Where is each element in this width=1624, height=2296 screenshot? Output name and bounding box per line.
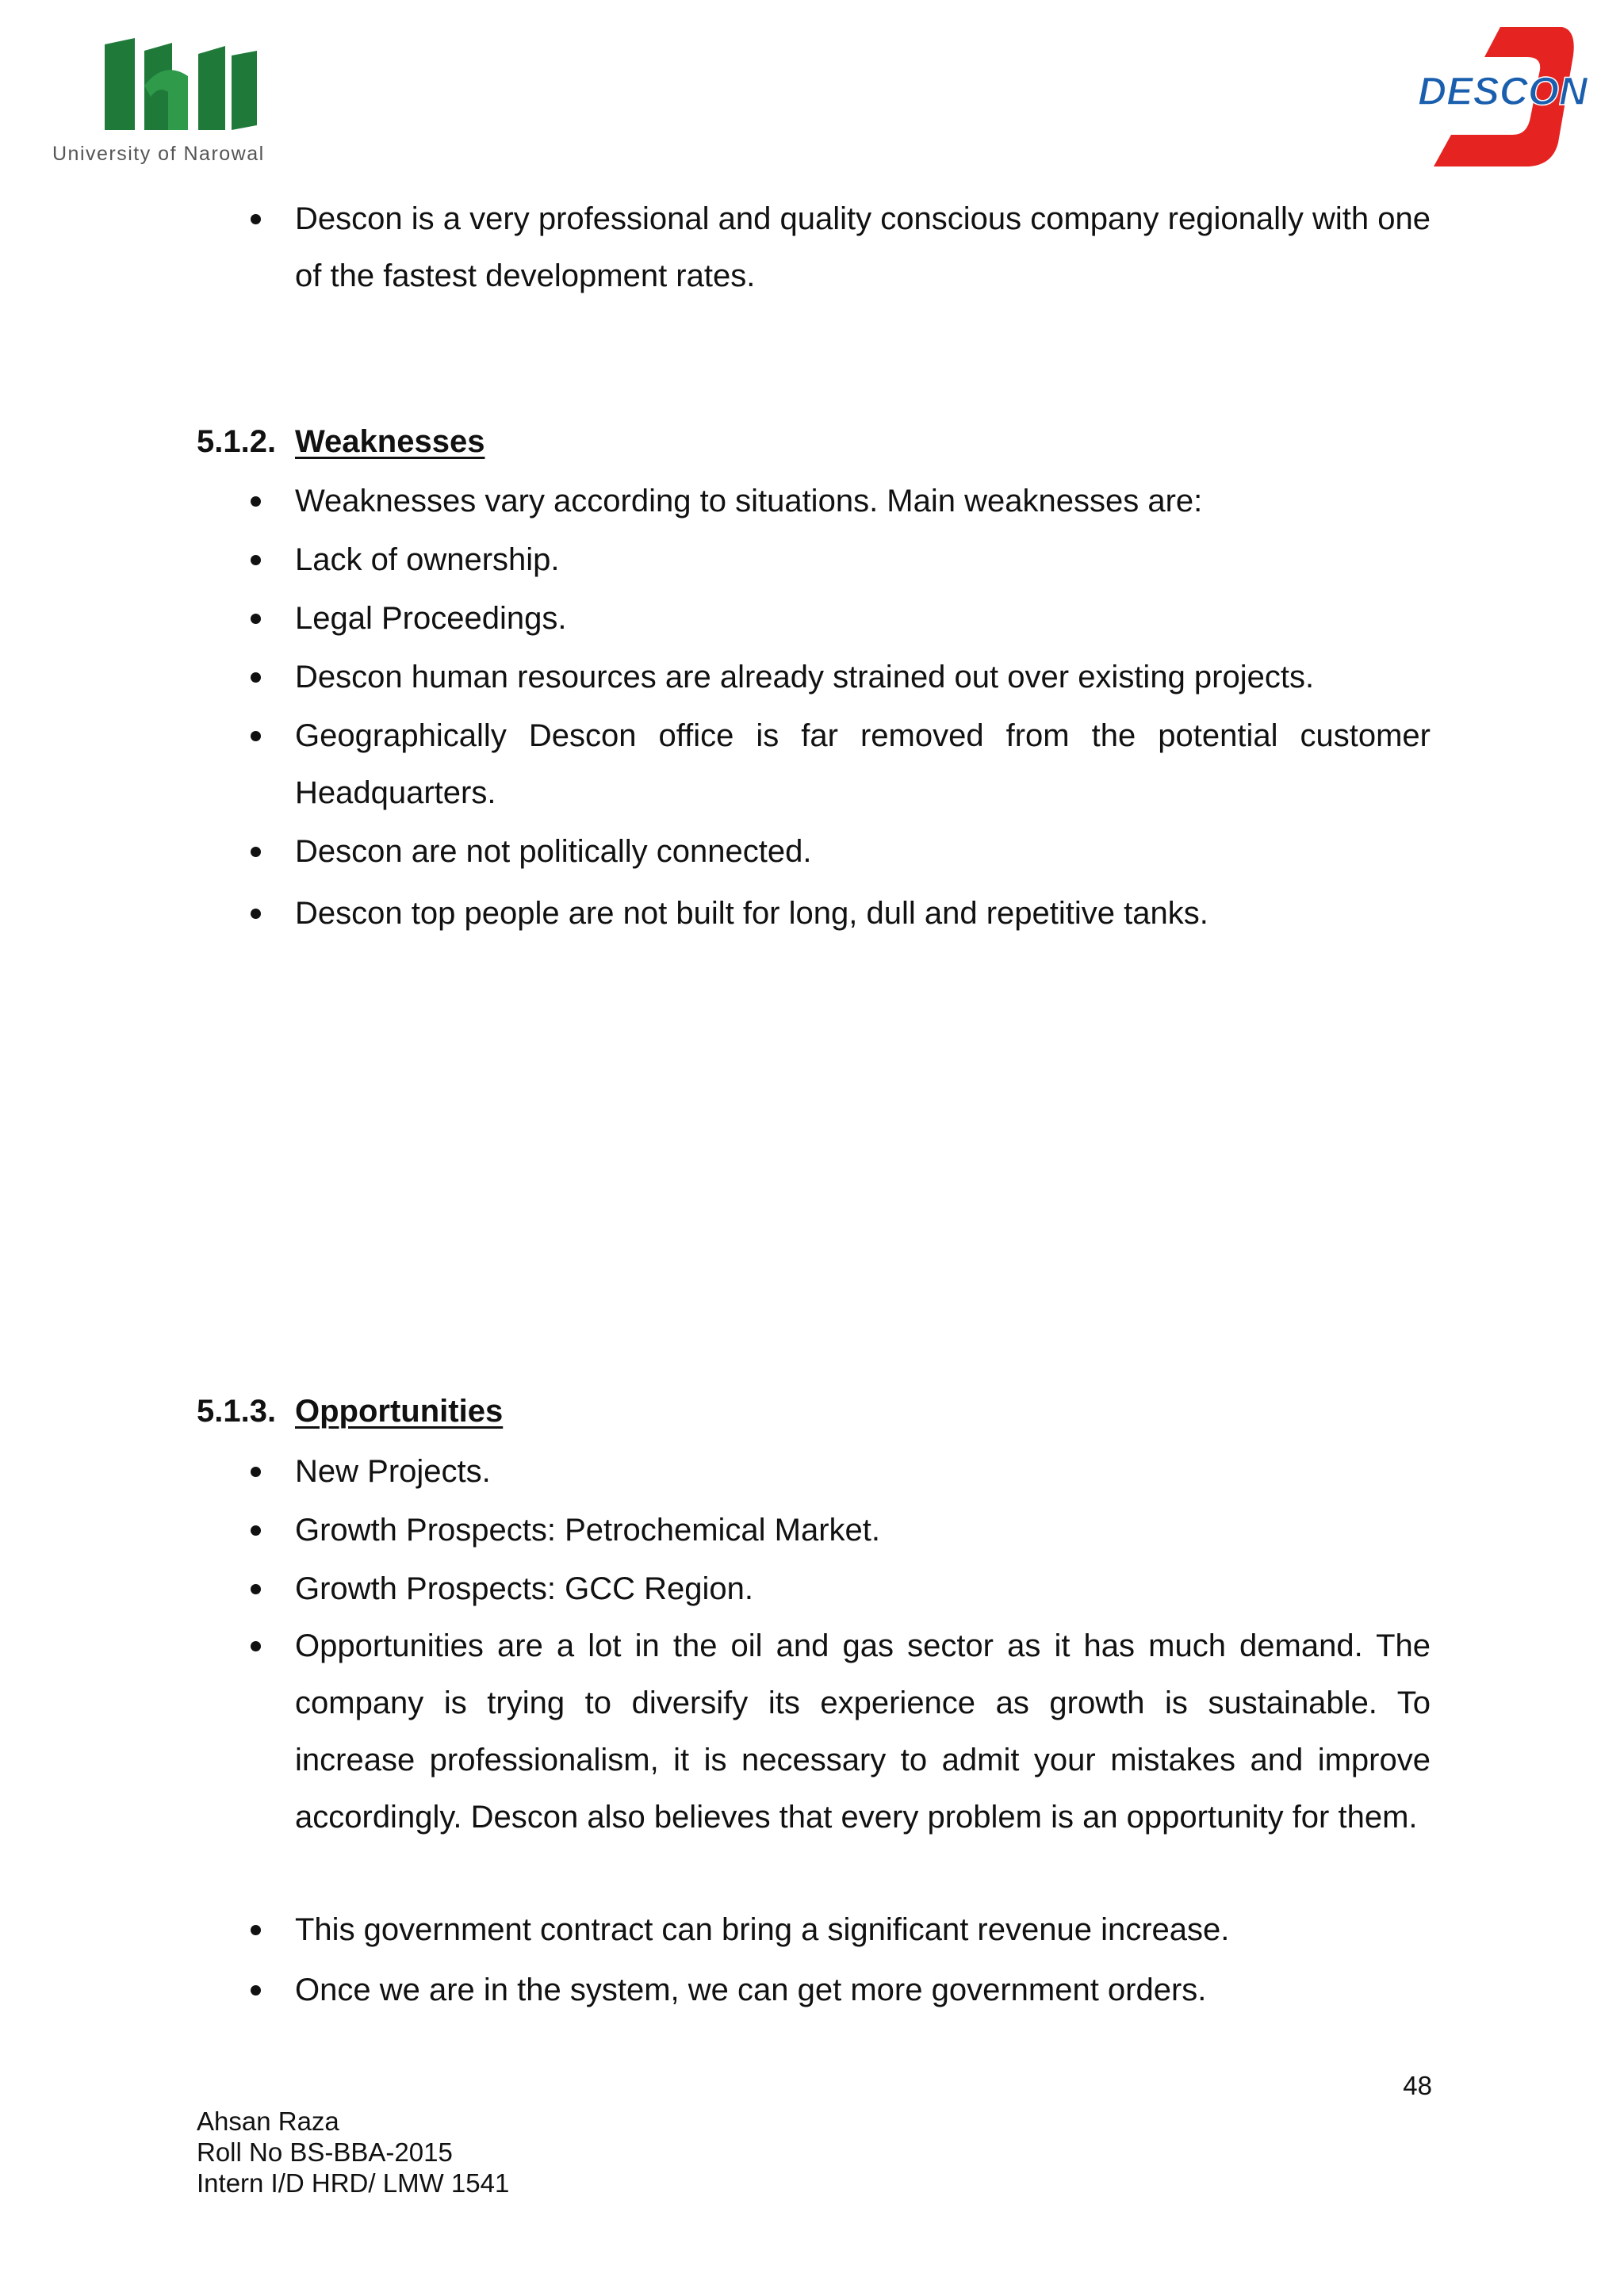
bullet-dot-icon bbox=[251, 731, 261, 741]
university-logo-caption: University of Narowal bbox=[52, 143, 265, 165]
list-item: Geographically Descon office is far removed from the potential customer Headquarters. bbox=[295, 718, 1431, 810]
bullet-dot-icon bbox=[251, 1467, 261, 1477]
descon-logo-text: DESCON bbox=[1418, 69, 1588, 113]
list-item: Opportunities are a lot in the oil and gas sector as it has much demand. The company is trying to diversify its experience as growth is sustainable. To increase professionalism, it is necessary to admit your mistakes and improve accordingly. Descon also believes that every problem is an opportunity for them. bbox=[295, 1628, 1431, 1835]
bullet-dot-icon bbox=[251, 847, 261, 857]
section-number: 5.1.3. bbox=[197, 1394, 277, 1429]
bullet-dot-icon bbox=[251, 214, 261, 224]
bullet-dot-icon bbox=[251, 496, 261, 507]
section-number: 5.1.2. bbox=[197, 424, 277, 459]
university-of-narowal-logo bbox=[49, 36, 311, 171]
section-title: Opportunities bbox=[295, 1394, 504, 1429]
list-item: Descon is a very professional and quality conscious company regionally with one of the fastest development rates. bbox=[295, 201, 1431, 293]
bullet-dot-icon bbox=[251, 909, 261, 919]
list-item: This government contract can bring a significant revenue increase. bbox=[295, 1912, 1230, 1947]
bullet-dot-icon bbox=[251, 555, 261, 565]
bullet-dot-icon bbox=[251, 672, 261, 683]
bullet-dot-icon bbox=[251, 1925, 261, 1935]
footer-intern-id: Intern I/D HRD/ LMW 1541 bbox=[197, 2168, 510, 2198]
list-item: Descon human resources are already strained out over existing projects. bbox=[295, 660, 1315, 695]
list-item: Weaknesses vary according to situations. Main weaknesses are: bbox=[295, 484, 1203, 519]
list-item: Legal Proceedings. bbox=[295, 601, 567, 636]
section-heading-opportunities bbox=[197, 1387, 503, 1435]
list-item: Growth Prospects: GCC Region. bbox=[295, 1571, 753, 1606]
footer-roll-number: Roll No BS-BBA-2015 bbox=[197, 2137, 453, 2167]
bullet-dot-icon bbox=[251, 614, 261, 624]
bullet-dot-icon bbox=[251, 1641, 261, 1651]
list-item: Growth Prospects: Petrochemical Market. bbox=[295, 1513, 881, 1548]
page-number: 48 bbox=[1403, 2071, 1432, 2100]
footer-author-name: Ahsan Raza bbox=[197, 2107, 339, 2136]
descon-logo bbox=[1418, 24, 1588, 170]
footer bbox=[197, 2106, 509, 2198]
list-item: New Projects. bbox=[295, 1454, 491, 1489]
list-item: Lack of ownership. bbox=[295, 542, 560, 577]
bullet-dot-icon bbox=[251, 1584, 261, 1594]
descon-logo-mark-icon bbox=[1418, 24, 1588, 170]
list-item: Descon top people are not built for long, dull and repetitive tanks. bbox=[295, 896, 1208, 931]
section-title: Weaknesses bbox=[295, 424, 485, 459]
list-item: Descon are not politically connected. bbox=[295, 834, 812, 869]
section-heading-weaknesses bbox=[197, 418, 485, 465]
list-item: Once we are in the system, we can get more government orders. bbox=[295, 1973, 1207, 2007]
bullet-dot-icon bbox=[251, 1985, 261, 1996]
bullet-dot-icon bbox=[251, 1525, 261, 1536]
university-logo-mark-icon bbox=[49, 36, 287, 140]
